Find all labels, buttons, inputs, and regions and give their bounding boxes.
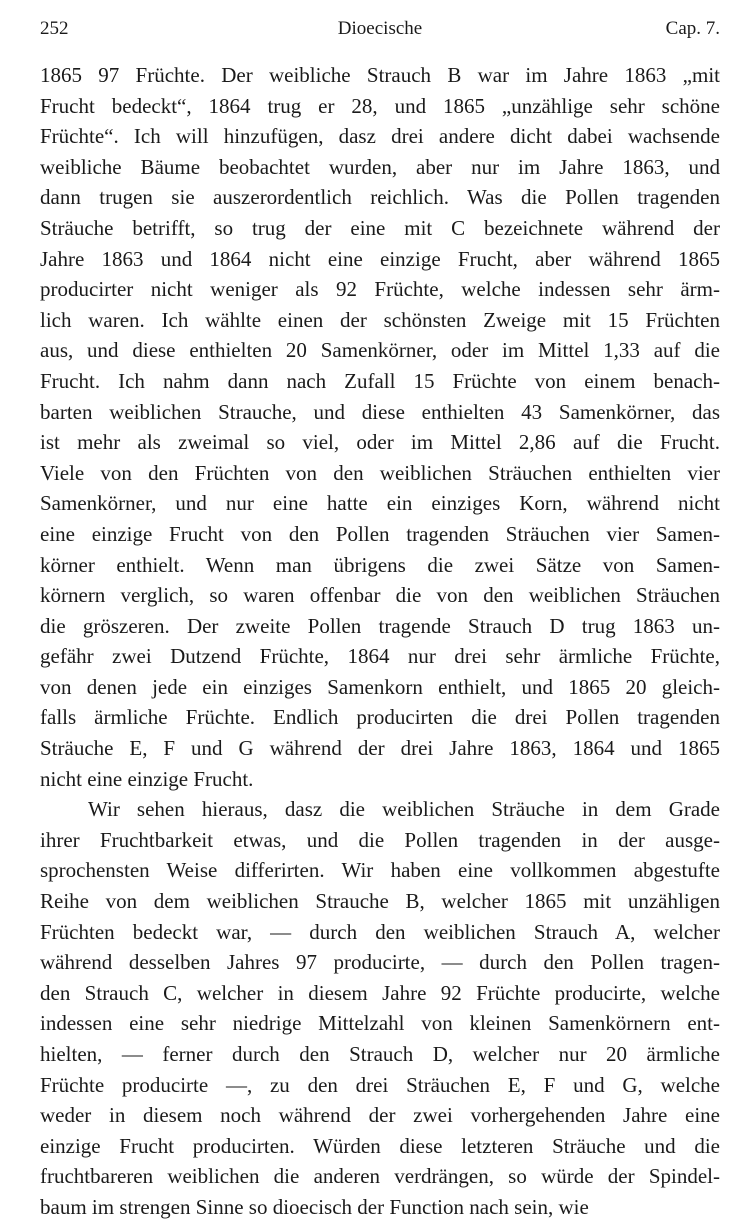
text-line: körner enthielt. Wenn man übrigens die zwei Sätze von Samen- (40, 552, 720, 577)
text-line: aus, und diese enthielten 20 Samenkörner, oder im Mittel 1,33 auf die (40, 338, 720, 363)
body-text (40, 60, 720, 1223)
text-line: 1865 97 Früchte. Der weibliche Strauch B war im Jahre 1863 „mit (40, 63, 720, 87)
text-line: ihrer Fruchtbarkeit etwas, und die Pollen tragenden in der ausge- (40, 827, 720, 852)
text-line: einzige Frucht producirten. Würden diese letzteren Sträuche und die (40, 1133, 720, 1158)
text-line: Jahre 1863 und 1864 nicht eine einzige Frucht, aber während 1865 (40, 246, 720, 271)
running-header (40, 18, 720, 46)
text-line: Samenkörner, und nur eine hatte ein einziges Korn, während nicht (40, 491, 720, 516)
text-line: Sträuche E, F und G während der drei Jahre 1863, 1864 und 1865 (40, 736, 720, 761)
text-line: von denen jede ein einziges Samenkorn enthielt, und 1865 20 gleich- (40, 674, 720, 699)
text-line: weder in diesem noch während der zwei vorhergehenden Jahre eine (40, 1103, 720, 1128)
text-line: producirter nicht weniger als 92 Früchte, welche indessen sehr ärm- (40, 277, 720, 302)
text-line: körnern verglich, so waren offenbar die von den weiblichen Sträuchen (40, 583, 720, 608)
text-line: Reihe von dem weiblichen Strauche B, welcher 1865 mit unzähligen (40, 889, 720, 914)
text-line: Viele von den Früchten von den weiblichen Sträuchen enthielten vier (40, 460, 720, 485)
text-line: indessen eine sehr niedrige Mittelzahl von kleinen Samenkörnern ent- (40, 1011, 720, 1036)
text-line: lich waren. Ich wählte einen der schönsten Zweige mit 15 Früchten (40, 307, 720, 332)
text-line: dann trugen sie auszerordentlich reichlich. Was die Pollen tragenden (40, 185, 720, 210)
text-line: weibliche Bäume beobachtet wurden, aber nur im Jahre 1863, und (40, 154, 720, 179)
text-line: Sträuche betrifft, so trug der eine mit C bezeichnete während der (40, 215, 720, 240)
text-line: den Strauch C, welcher in diesem Jahre 92 Früchte producirte, welche (40, 980, 720, 1005)
text-line: sprochensten Weise differirten. Wir haben eine vollkommen abgestufte (40, 858, 720, 883)
text-line: ist mehr als zweimal so viel, oder im Mittel 2,86 auf die Frucht. (40, 430, 720, 455)
text-line: hielten, — ferner durch den Strauch D, welcher nur 20 ärmliche (40, 1042, 720, 1066)
text-line: baum im strengen Sinne so dioecisch der Function nach sein, wie (40, 1194, 589, 1219)
text-line: die gröszeren. Der zweite Pollen tragende Strauch D trug 1863 un- (40, 613, 720, 638)
paragraph (40, 60, 720, 794)
text-line: Frucht bedeckt“, 1864 trug er 28, und 1865 „unzählige sehr schöne (40, 93, 720, 118)
text-line: barten weiblichen Strauche, und diese enthielten 43 Samenkörner, das (40, 399, 720, 424)
text-line: Wir sehen hieraus, dasz die weiblichen Sträuche in dem Grade (88, 797, 720, 822)
page-number: 252 (40, 18, 69, 39)
text-line: nicht eine einzige Frucht. (40, 766, 254, 791)
text-line: Frucht. Ich nahm dann nach Zufall 15 Früchte von einem benach- (40, 368, 720, 393)
text-line: falls ärmliche Früchte. Endlich producirten die drei Pollen tragenden (40, 705, 720, 730)
chapter-label: Cap. 7. (665, 18, 720, 39)
text-line: eine einzige Frucht von den Pollen tragenden Sträuchen vier Samen- (40, 521, 720, 546)
text-line: fruchtbareren weiblichen die anderen verdrängen, so würde der Spindel- (40, 1164, 720, 1189)
running-title: Dioecische (337, 18, 423, 39)
text-line: gefähr zwei Dutzend Früchte, 1864 nur drei sehr ärmliche Früchte, (40, 644, 720, 669)
text-line: während desselben Jahres 97 producirte, — durch den Pollen tragen- (40, 950, 720, 975)
text-line: Früchte producirte —, zu den drei Sträuchen E, F und G, welche (40, 1072, 720, 1097)
text-line: Früchten bedeckt war, — durch den weiblichen Strauch A, welcher (40, 919, 720, 944)
text-line: Früchte“. Ich will hinzufügen, dasz drei andere dicht dabei wachsende (40, 124, 720, 149)
paragraph (40, 794, 720, 1222)
